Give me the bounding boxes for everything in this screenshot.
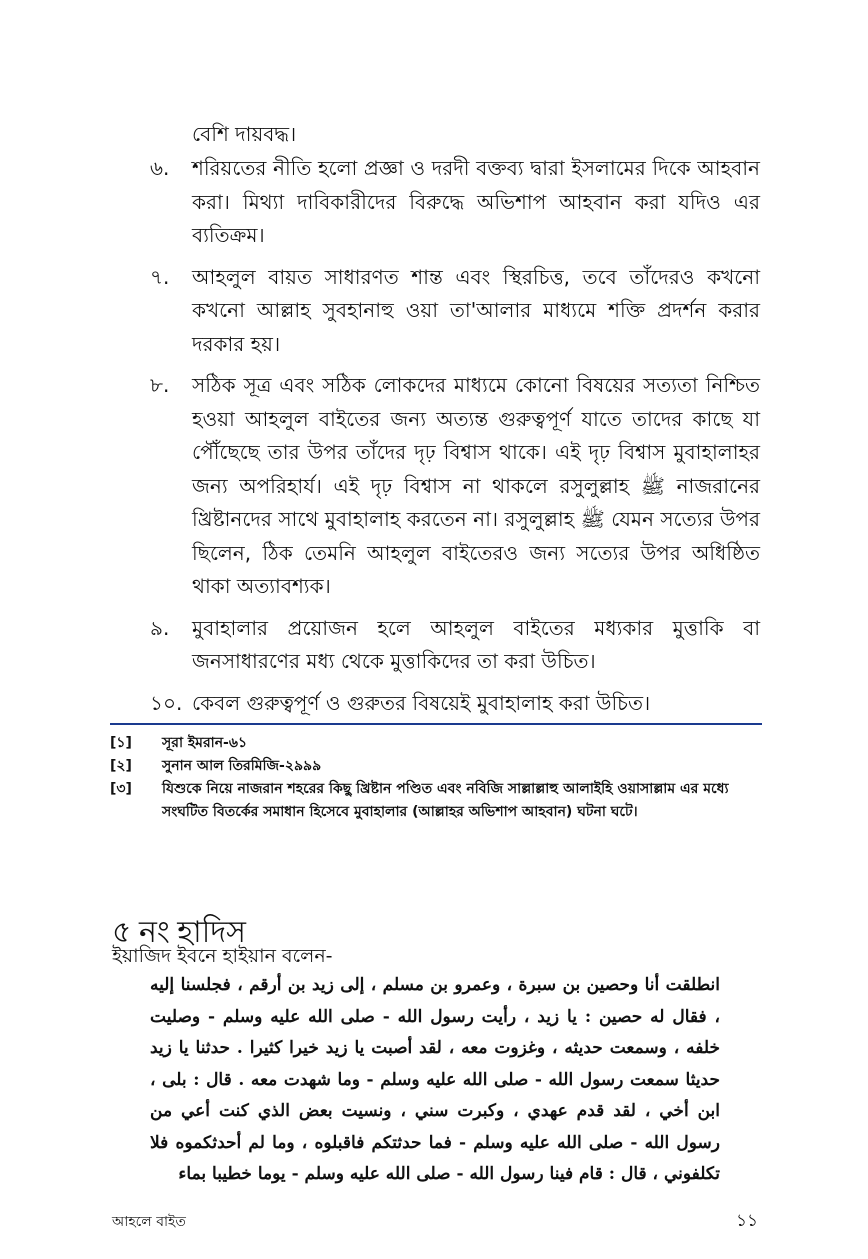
list-item-number: ৮.: [150, 373, 170, 397]
list-item-number: ৭.: [150, 264, 170, 289]
page-number: ১১: [735, 1211, 758, 1231]
footnote-text: সূরা ইমরান-৬১: [162, 735, 248, 751]
footnote-mark: [২]: [110, 758, 132, 774]
section-heading: ৫ নং হাদিস: [112, 915, 246, 949]
list-item-text: আহলুল বায়ত সাধারণত শান্ত এবং স্থিরচিত্ত, তবে তাঁদেরও কখনো কখনো আল্লাহ সুবহানাহু ওয়া তা'আলার মাধ্যমে শক্তি প্রদর্শন করার দরকার হয়।: [192, 264, 760, 356]
footnote-mark: [১]: [110, 735, 132, 751]
arabic-hadith-text: انطلقت أنا وحصين بن سبرة ، وعمرو بن مسلم ، إلى زيد بن أرقم ، فجلسنا إليه ، فقال له حصين : يا زيد ، رأيت رسول الله - صلى الله عليه وسلم - وصليت خلفه ، وسمعت حديثه ، وغزوت معه ، لقد أصبت يا زيد خيرا كثيرا . حدثنا يا زيد حديثا سمعت رسول الله - صلى الله عليه وسلم - وما شهدت معه . قال : بلى ، ابن أخي ، لقد قدم عهدي ، وكبرت سني ، ونسيت بعض الذي كنت أعي من رسول الله - صلى الله عليه وسلم - فما حدثتكم فاقبلوه ، وما لم أحدثكموه فلا تكلفوني ، قال : قام فينا رسول الله - صلى الله عليه وسلم - يوما خطيبا بماء: [150, 975, 720, 1184]
footnote: [110, 732, 730, 755]
list-item-text: সঠিক সূত্র এবং সঠিক লোকদের মাধ্যমে কোনো বিষয়ের সত্যতা নিশ্চিত হওয়া আহলুল বাইতের জন্য অত্যন্ত গুরুত্বপূর্ণ যাতে তাদের কাছে যা পৌঁছেছে তার উপর তাঁদের দৃঢ় বিশ্বাস থাকে। এই দৃঢ় বিশ্বাস মুবাহালাহর জন্য অপরিহার্য। এই দৃঢ় বিশ্বাস না থাকলে রসুলুল্লাহ ﷺ নাজরানের খ্রিষ্টানদের সাথে মুবাহালাহ করতেন না। রসুলুল্লাহ ﷺ যেমন সত্যের উপর ছিলেন, ঠিক তেমনি আহলুল বাইতেরও জন্য সত্যের উপর অধিষ্ঠিত থাকা অত্যাবশ্যক।: [192, 373, 761, 598]
continuation-text: বেশি দায়বদ্ধ।: [192, 122, 297, 146]
footnotes: [110, 732, 730, 824]
list-item: [150, 152, 760, 253]
footnote-text: যিশুকে নিয়ে নাজরান শহরের কিছু খ্রিষ্টান পণ্ডিত এবং নবিজি সাল্লাল্লাহু আলাইহি ওয়াসাল্লাম এর মধ্যে সংঘটিত বিতর্কের সমাধান হিসেবে মুবাহালার (আল্লাহর অভিশাপ আহবান) ঘটনা ঘটে।: [162, 781, 729, 820]
footnote: [110, 778, 730, 824]
numbered-list: [150, 152, 760, 728]
footnote: [110, 755, 730, 778]
list-item: [150, 612, 760, 679]
list-item-text: শরিয়তের নীতি হলো প্রজ্ঞা ও দরদী বক্তব্য দ্বারা ইসলামের দিকে আহবান করা। মিথ্যা দাবিকারীদের বিরুদ্ধে অভিশাপ আহবান করা যদিও এর ব্যতিক্রম।: [192, 156, 760, 247]
footnote-divider: [110, 723, 762, 725]
narrator-line: ইয়াজিদ ইবনে হাইয়ান বলেন-: [112, 945, 333, 967]
list-item-number: ৬.: [150, 156, 170, 180]
footer-book-title: আহলে বাইত: [112, 1214, 186, 1230]
footnote-mark: [৩]: [110, 781, 132, 797]
footnote-text: সুনান আল তিরমিজি-২৯৯৯: [162, 758, 322, 774]
list-item-number: ৯.: [150, 615, 170, 640]
list-item: [150, 369, 760, 604]
list-item: [150, 261, 760, 362]
list-item-number: ১০.: [150, 690, 183, 715]
list-item-text: মুবাহালার প্রয়োজন হলে আহলুল বাইতের মধ্যকার মুত্তাকি বা জনসাধারণের মধ্য থেকে মুত্তাকিদের তা করা উচিত।: [192, 615, 760, 673]
list-item: [150, 687, 760, 721]
list-item-text: কেবল গুরুত্বপূর্ণ ও গুরুতর বিষয়েই মুবাহালাহ করা উচিত।: [192, 690, 651, 715]
